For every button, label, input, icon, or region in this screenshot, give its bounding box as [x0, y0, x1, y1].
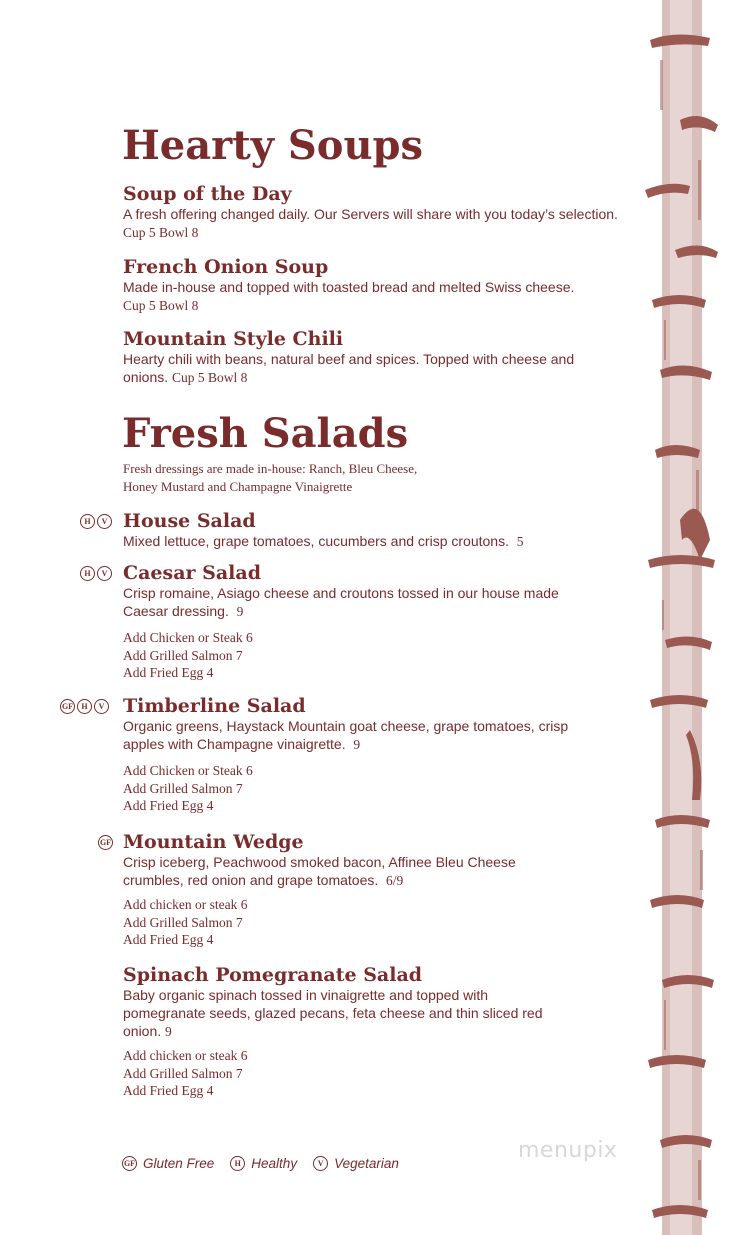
item-desc-text: Crisp romaine, Asiago cheese and croutons tossed in our house made Caesar dressing. — [123, 585, 559, 619]
item-desc-text: Organic greens, Haystack Mountain goat cheese, grape tomatoes, crisp apples with Champagne vinaigrette. — [123, 718, 569, 752]
item-price: 6/9 — [386, 873, 404, 888]
menu-item-soup-of-the-day — [123, 183, 623, 242]
item-price: Cup 5 Bowl 8 — [123, 225, 199, 240]
item-desc-text: Hearty chili with beans, natural beef and spices. Topped with cheese and onions. — [123, 351, 575, 385]
item-description — [123, 584, 603, 621]
menu-item-house-salad — [123, 510, 623, 551]
item-desc-text: Baby organic spinach tossed in vinaigrette and topped with pomegranate seeds, glazed pecans, feta cheese and thin sliced red onion. — [123, 987, 543, 1039]
diet-badges — [80, 514, 112, 529]
vegetarian-badge-icon: V — [97, 566, 112, 581]
gluten-free-badge-icon: GF — [98, 835, 113, 850]
legend-label: Vegetarian — [334, 1156, 399, 1171]
addon-list — [123, 762, 613, 815]
item-desc-text: Mixed lettuce, grape tomatoes, cucumbers and crisp croutons. — [123, 533, 509, 549]
item-description — [123, 205, 623, 242]
item-name: Mountain Wedge — [123, 831, 304, 853]
diet-badges — [98, 835, 113, 850]
birch-bark-decoration — [640, 0, 720, 1235]
item-description — [123, 853, 553, 890]
dressings-note-line: Fresh dressings are made in-house: Ranch, Bleu Cheese, — [123, 461, 418, 476]
healthy-badge-icon: H — [77, 699, 92, 714]
addon-item: Add Grilled Salmon 7 — [123, 914, 243, 930]
addon-item: Add Grilled Salmon 7 — [123, 1065, 243, 1081]
legend-label: Gluten Free — [143, 1156, 215, 1171]
legend-item-vegetarian — [313, 1156, 399, 1171]
dressings-note — [123, 460, 543, 496]
item-description — [123, 717, 613, 754]
legend-item-gluten-free — [122, 1156, 214, 1171]
addon-item: Add chicken or steak 6 — [123, 1048, 248, 1063]
addon-item: Add Fried Egg 4 — [123, 798, 214, 813]
item-price-line — [123, 296, 623, 315]
item-name: Mountain Style Chili — [123, 328, 344, 350]
addon-item: Add Fried Egg 4 — [123, 665, 214, 680]
vegetarian-badge-icon: V — [94, 699, 109, 714]
addon-item: Add Chicken or Steak 6 — [123, 763, 253, 778]
addon-item: Add Fried Egg 4 — [123, 932, 214, 947]
menu-item-french-onion-soup — [123, 256, 623, 315]
gluten-free-badge-icon: GF — [122, 1156, 137, 1171]
item-desc-text: Made in-house and topped with toasted bread and melted Swiss cheese. — [123, 279, 575, 295]
addon-item: Add Grilled Salmon 7 — [123, 780, 243, 796]
menu-item-caesar-salad — [123, 562, 603, 682]
item-price: Cup 5 Bowl 8 — [172, 370, 248, 385]
vegetarian-badge-icon: V — [97, 514, 112, 529]
diet-legend — [122, 1156, 415, 1171]
item-price: 9 — [165, 1024, 172, 1039]
menu-item-spinach-pomegranate-salad — [123, 964, 553, 1100]
item-price: 9 — [353, 737, 361, 752]
addon-list — [123, 1047, 553, 1100]
addon-list — [123, 896, 553, 949]
section-title-salads: Fresh Salads — [122, 410, 409, 457]
item-description — [123, 350, 623, 387]
legend-item-healthy — [230, 1156, 297, 1171]
item-name: Spinach Pomegranate Salad — [123, 964, 423, 986]
item-desc-text: Crisp iceberg, Peachwood smoked bacon, Affinee Bleu Cheese crumbles, red onion and grape tomatoes. — [123, 854, 516, 888]
healthy-badge-icon: H — [230, 1156, 245, 1171]
addon-item: Add Fried Egg 4 — [123, 1083, 214, 1098]
vegetarian-badge-icon: V — [313, 1156, 328, 1171]
addon-list — [123, 629, 603, 682]
diet-badges — [60, 699, 109, 714]
item-name: Caesar Salad — [123, 562, 262, 584]
item-desc-text: A fresh offering changed daily. Our Servers will share with you today’s selection. — [123, 206, 618, 222]
watermark-logo: menupix — [518, 1138, 618, 1163]
legend-label: Healthy — [251, 1156, 298, 1171]
item-name: French Onion Soup — [123, 256, 329, 278]
gluten-free-badge-icon: GF — [60, 699, 75, 714]
addon-item: Add Chicken or Steak 6 — [123, 630, 253, 645]
item-price: Cup 5 Bowl 8 — [123, 298, 199, 313]
addon-item: Add Grilled Salmon 7 — [123, 647, 243, 663]
item-name: Soup of the Day — [123, 183, 292, 205]
menu-item-mountain-wedge — [123, 831, 553, 949]
item-name: Timberline Salad — [123, 695, 306, 717]
item-description — [123, 532, 623, 551]
healthy-badge-icon: H — [80, 514, 95, 529]
section-title-soups: Hearty Soups — [122, 122, 424, 169]
menu-item-mountain-style-chili — [123, 328, 623, 387]
diet-badges — [80, 566, 112, 581]
menu-item-timberline-salad — [123, 695, 613, 815]
dressings-note-line: Honey Mustard and Champagne Vinaigrette — [123, 479, 353, 494]
healthy-badge-icon: H — [80, 566, 95, 581]
item-description — [123, 986, 553, 1041]
item-price: 5 — [516, 534, 524, 549]
item-name: House Salad — [123, 510, 256, 532]
addon-item: Add chicken or steak 6 — [123, 897, 248, 912]
item-price: 9 — [236, 604, 244, 619]
